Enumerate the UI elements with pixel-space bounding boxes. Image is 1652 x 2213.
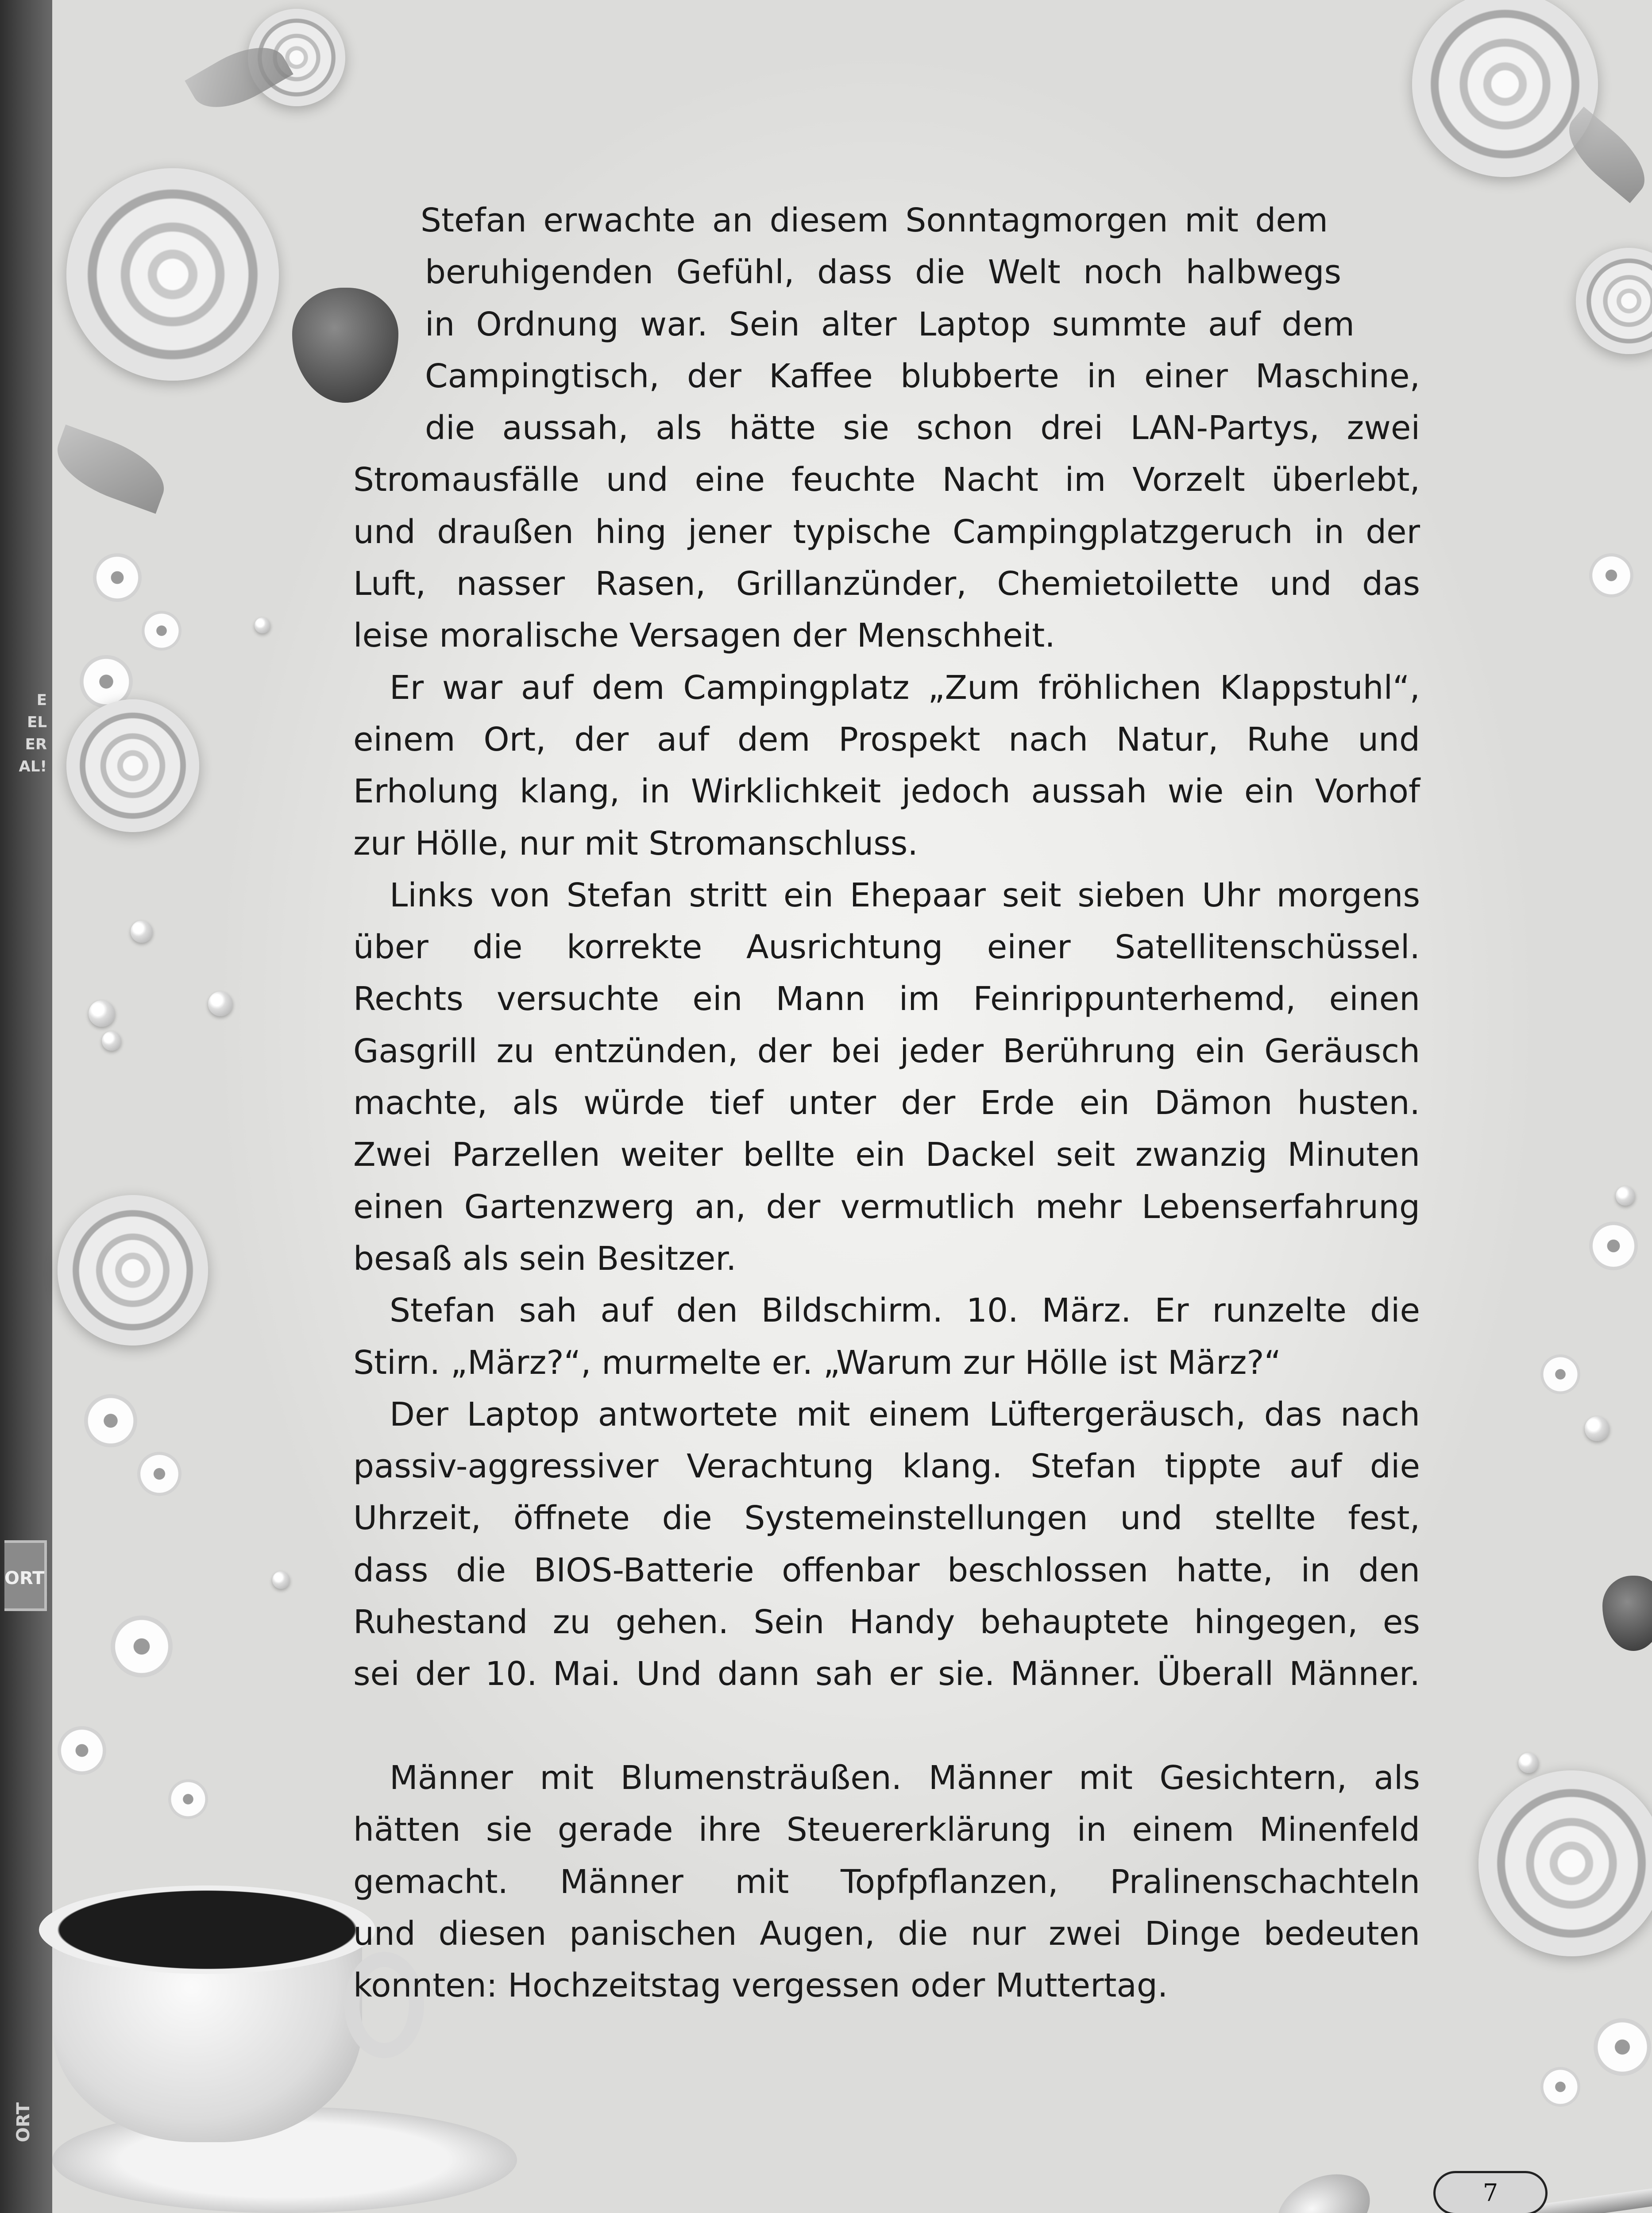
pearl-icon (1585, 1416, 1610, 1441)
teacup-rim (39, 1885, 375, 1974)
pearl-icon (131, 921, 153, 943)
text-line: leise moralische Versagen der Menschheit. (353, 617, 1055, 655)
rose-icon (1478, 1770, 1652, 1956)
text-line: in Ordnung war. Sein alter Laptop summte auf dem (425, 305, 1355, 343)
rose-icon (1412, 0, 1598, 177)
text-line: zur Hölle, nur mit Stromanschluss. (353, 824, 918, 863)
leaf-icon (1556, 107, 1652, 203)
text-line: beruhigenden Gefühl, dass die Welt noch halbwegs (425, 253, 1341, 292)
pearl-icon (1518, 1753, 1539, 1773)
daisy-icon (84, 1394, 137, 1447)
text-line: Stromausfälle und eine feuchte Nacht im Vorzelt überlebt, (353, 461, 1420, 499)
adjacent-page-bottom-text: ORT (13, 2102, 34, 2143)
text-line: die aussah, als hätte sie schon drei LAN-Partys, zwei (425, 409, 1420, 447)
daisy-icon (142, 611, 181, 651)
adjacent-page-fragment: AL! (19, 758, 47, 775)
text-line: dass die BIOS-Batterie offenbar beschlossen hatte, in den (353, 1551, 1420, 1589)
text-line: Stirn. „März?“, murmelte er. „Warum zur Hölle ist März?“ (353, 1343, 1281, 1382)
text-line: über die korrekte Ausrichtung einer Satellitenschüssel. (353, 928, 1420, 967)
text-line: machte, als würde tief unter der Erde ein Dämon husten. (353, 1084, 1420, 1122)
daisy-icon (1594, 2018, 1651, 2076)
text-line: passiv-aggressiver Verachtung klang. Stefan tippte auf die (353, 1447, 1420, 1486)
adjacent-page-edge (0, 0, 52, 2213)
leaf-icon (185, 32, 293, 123)
pearl-icon (1616, 1186, 1635, 1206)
daisy-icon (93, 553, 142, 602)
daisy-icon (111, 1615, 173, 1677)
adjacent-page-fragment: E (36, 691, 47, 709)
text-line: Männer mit Blumensträußen. Männer mit Gesichtern, als (390, 1758, 1420, 1797)
text-line: sei der 10. Mai. Und dann sah er sie. Männer. Überall Männer. (353, 1655, 1420, 1693)
text-line: Stefan erwachte an diesem Sonntagmorgen mit dem (421, 201, 1328, 239)
rose-icon (66, 699, 199, 832)
daisy-icon (1589, 553, 1633, 598)
daisy-icon (1589, 1222, 1638, 1270)
text-line: Er war auf dem Campingplatz „Zum fröhlichen Klappstuhl“, (390, 668, 1420, 707)
daisy-icon (1540, 1354, 1580, 1394)
text-line: Gasgrill zu entzünden, der bei jeder Berührung ein Geräusch (353, 1032, 1420, 1070)
pearl-icon (255, 617, 270, 633)
spoon-icon (1266, 2160, 1382, 2213)
rose-icon (248, 9, 345, 106)
text-line: einen Gartenzwerg an, der vermutlich mehr Lebenserfahrung (353, 1187, 1420, 1226)
text-line: hätten sie gerade ihre Steuererklärung in einem Minenfeld (353, 1811, 1420, 1849)
rose-icon (66, 168, 279, 381)
strawberry-icon (1602, 1576, 1652, 1651)
text-line: Stefan sah auf den Bildschirm. 10. März. Er runzelte die (390, 1292, 1420, 1330)
text-line: Ruhestand zu gehen. Sein Handy behauptete hingegen, es (353, 1603, 1420, 1642)
daisy-icon (58, 1726, 106, 1775)
paragraph-gap (353, 1700, 1420, 1752)
daisy-icon (168, 1779, 208, 1819)
text-line: konnten: Hochzeitstag vergessen oder Muttertag. (353, 1966, 1168, 2005)
daisy-icon (1540, 2067, 1580, 2107)
text-line: einem Ort, der auf dem Prospekt nach Natur, Ruhe und (353, 720, 1420, 759)
text-line: Campingtisch, der Kaffee blubberte in einer Maschine, (425, 357, 1420, 395)
pearl-icon (89, 1000, 115, 1027)
adjacent-page-fragment: EL (27, 713, 47, 731)
text-line: Zwei Parzellen weiter bellte ein Dackel seit zwanzig Minuten (353, 1136, 1420, 1174)
text-line: Luft, nasser Rasen, Grillanzünder, Chemietoilette und das (353, 565, 1420, 603)
daisy-icon (80, 655, 133, 708)
page-number: 7 (1433, 2171, 1548, 2213)
text-line: und draußen hing jener typische Campingplatzgeruch in der (353, 513, 1420, 551)
text-line: Erholung klang, in Wirklichkeit jedoch aussah wie ein Vorhof (353, 772, 1420, 811)
daisy-icon (137, 1452, 181, 1496)
text-line: Der Laptop antwortete mit einem Lüftergeräusch, das nach (390, 1395, 1420, 1434)
adjacent-page-sign: ORT (4, 1540, 47, 1611)
pearl-icon (272, 1571, 290, 1589)
text-line: besaß als sein Besitzer. (353, 1239, 737, 1278)
rose-icon (1576, 248, 1652, 354)
adjacent-page-fragment: ER (25, 736, 47, 753)
text-line: und diesen panischen Augen, die nur zwei Dinge bedeuten (353, 1914, 1420, 1953)
text-line: Uhrzeit, öffnete die Systemeinstellungen und stellte fest, (353, 1499, 1420, 1538)
leaf-icon (47, 424, 174, 514)
teacup-icon (52, 1885, 389, 2133)
body-text (353, 195, 1420, 2012)
pearl-icon (208, 991, 233, 1016)
pearl-icon (102, 1031, 121, 1051)
rose-icon (58, 1195, 208, 1346)
text-line: Rechts versuchte ein Mann im Feinrippunterhemd, einen (353, 980, 1420, 1018)
text-line: gemacht. Männer mit Topfpflanzen, Pralinenschachteln (353, 1862, 1420, 1901)
text-line: Links von Stefan stritt ein Ehepaar seit sieben Uhr morgens (390, 876, 1420, 914)
